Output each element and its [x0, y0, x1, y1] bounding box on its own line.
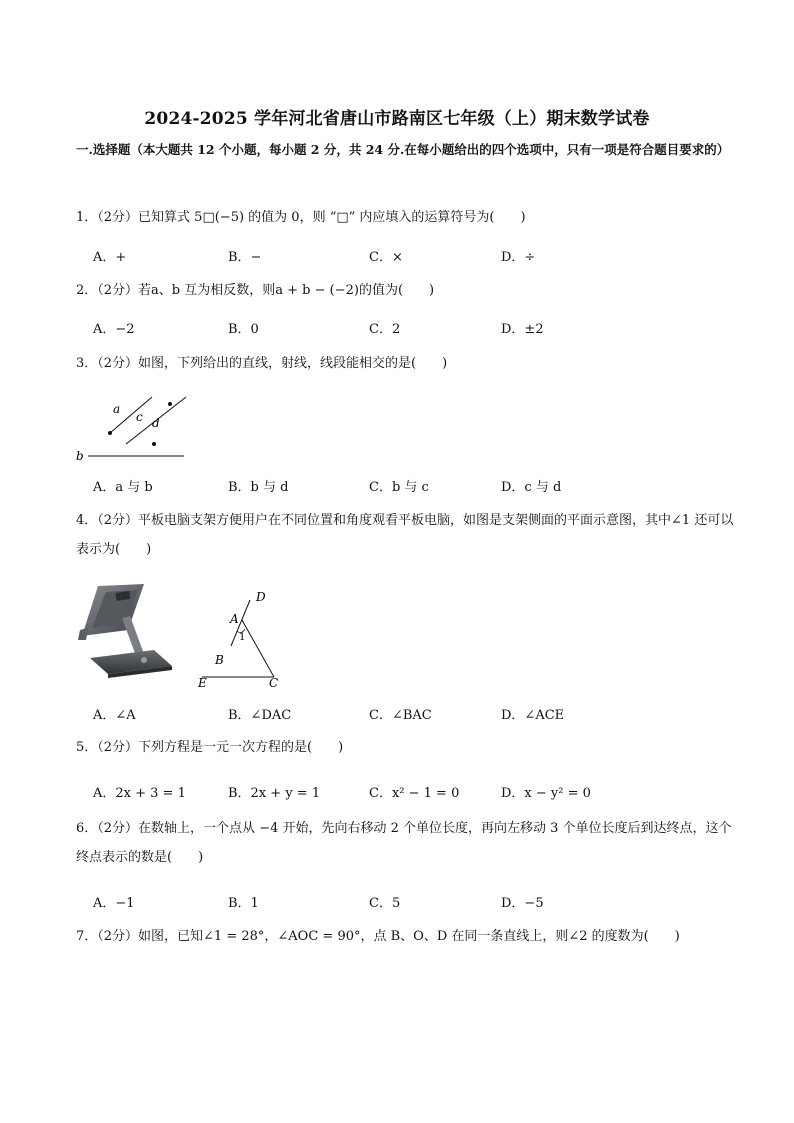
question-7: 7．（2分）如图，已知∠1 = 28°，∠AOC = 90°，点 B、O、D 在同一条直线上，则∠2 的度数为( ) [76, 929, 680, 944]
option-b[interactable]: B．∠DAC [228, 708, 292, 723]
page-title: 2024-2025 学年河北省唐山市路南区七年级（上）期末数学试卷 [144, 109, 650, 129]
question-1: 1．（2分）已知算式 5□(−5) 的值为 0，则 “□” 内应填入的运算符号为( ) [76, 210, 526, 225]
option-c[interactable]: C．5 [369, 896, 401, 911]
option-b[interactable]: B．− [228, 250, 262, 265]
option-d[interactable]: D．c 与 d [501, 480, 562, 495]
option-b[interactable]: B．b 与 d [228, 480, 289, 495]
angle-label-1: 1 [239, 632, 246, 643]
option-a[interactable]: A．∠A [93, 708, 136, 723]
section-heading: 一.选择题（本大题共 12 个小题，每小题 2 分，共 24 分.在每小题给出的四个选项中，只有一项是符合题目要求的） [76, 142, 730, 157]
point-label-d: D [256, 590, 266, 604]
option-c[interactable]: C．× [369, 250, 403, 265]
option-a[interactable]: A．a 与 b [93, 480, 153, 495]
option-c[interactable]: C．∠BAC [369, 708, 432, 723]
option-d[interactable]: D．±2 [501, 322, 544, 337]
line-label-b: b [76, 449, 84, 463]
tablet-stand-photo [76, 580, 176, 680]
question-3-options [93, 476, 733, 496]
option-b[interactable]: B．2x + y = 1 [228, 786, 321, 801]
point-label-e: E [198, 676, 207, 690]
option-b[interactable]: B．1 [228, 896, 259, 911]
option-a[interactable]: A．−2 [93, 322, 135, 337]
option-d[interactable]: D．x − y² = 0 [501, 786, 591, 801]
option-a[interactable]: A．−1 [93, 896, 135, 911]
question-4-figure [192, 585, 302, 691]
point-label-c: C [269, 676, 279, 690]
line-label-a: a [113, 402, 121, 416]
question-2: 2．（2分）若a、b 互为相反数，则a + b − (−2)的值为( ) [76, 283, 435, 298]
option-d[interactable]: D．÷ [501, 250, 536, 265]
option-d[interactable]: D．−5 [501, 896, 544, 911]
option-a[interactable]: A．+ [93, 250, 127, 265]
question-5: 5．（2分）下列方程是一元一次方程的是( ) [76, 740, 344, 755]
question-4-options [93, 704, 733, 724]
question-3-figure [74, 394, 194, 466]
point-label-b: B [215, 653, 224, 667]
line-label-c: c [136, 410, 143, 424]
option-a[interactable]: A．2x + 3 = 1 [93, 786, 186, 801]
question-1-options [93, 246, 733, 266]
question-3: 3．（2分）如图，下列给出的直线，射线，线段能相交的是( ) [76, 356, 448, 371]
option-c[interactable]: C．b 与 c [369, 480, 429, 495]
option-c[interactable]: C．x² − 1 = 0 [369, 786, 460, 801]
point-label-a: A [230, 612, 239, 626]
question-5-options [93, 782, 733, 802]
option-d[interactable]: D．∠ACE [501, 708, 565, 723]
option-b[interactable]: B．0 [228, 322, 259, 337]
line-label-d: d [152, 416, 160, 430]
question-6: 6．（2分）在数轴上，一个点从 −4 开始，先向右移动 2 个单位长度，再向左移动 3 个单位长度后到达终点，这个终点表示的数是( ) [76, 821, 732, 865]
question-2-options [93, 318, 733, 338]
question-6-options [93, 892, 733, 912]
option-c[interactable]: C．2 [369, 322, 401, 337]
question-4: 4．（2分）平板电脑支架方便用户在不同位置和角度观看平板电脑，如图是支架侧面的平面示意图，其中∠1 还可以表示为( ) [76, 513, 734, 557]
